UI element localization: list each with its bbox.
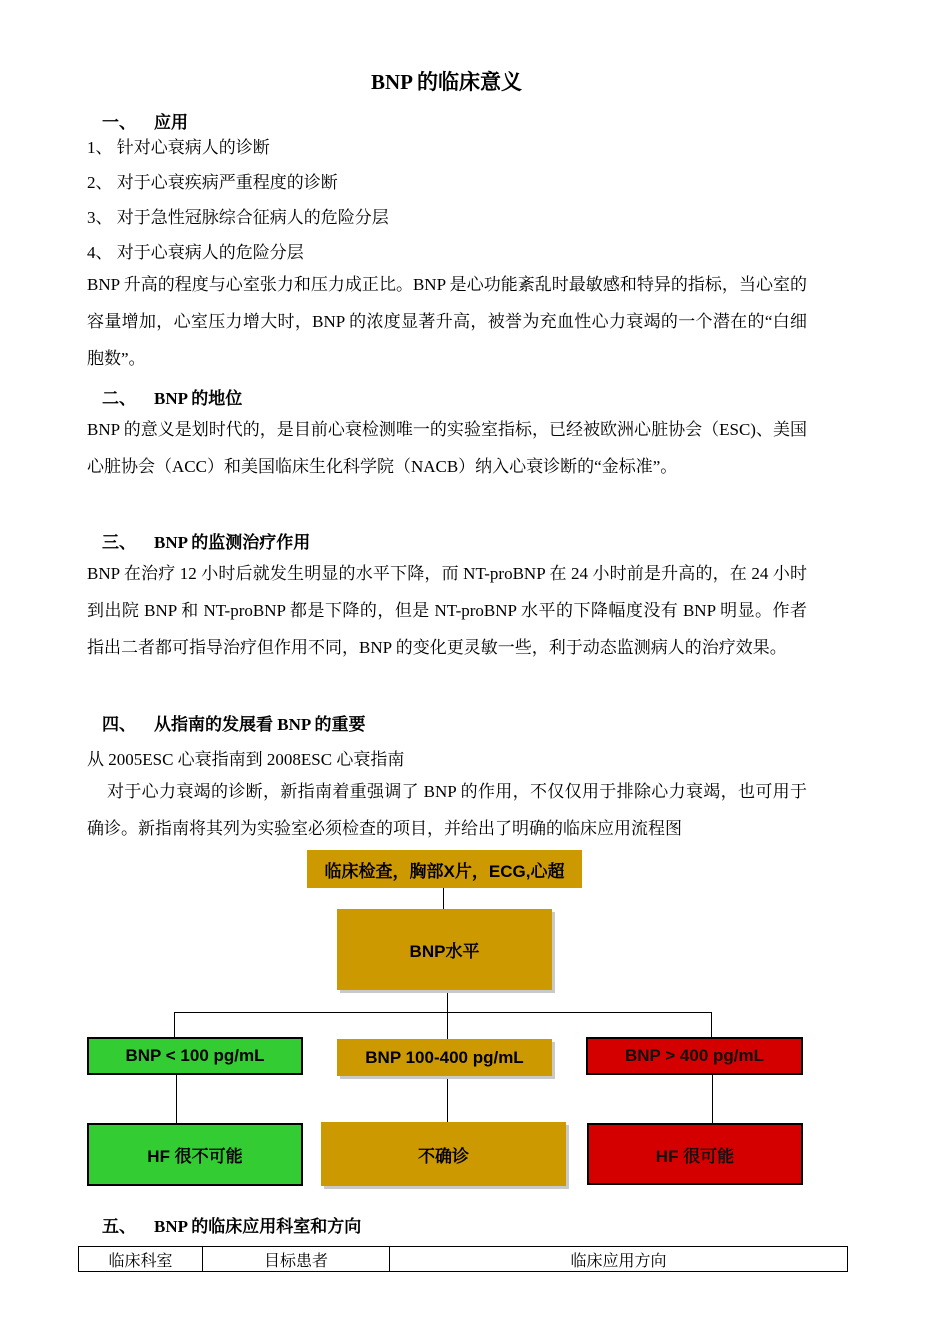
bnp-low-box: BNP < 100 pg/mL xyxy=(87,1037,303,1075)
bnp-high-box: BNP > 400 pg/mL xyxy=(586,1037,803,1075)
section-heading-3 xyxy=(102,528,310,553)
hf-unlikely-box: HF 很不可能 xyxy=(87,1123,303,1186)
bnp-mid-box: BNP 100-400 pg/mL xyxy=(337,1039,552,1076)
clinical-exam-box: 临床检查，胸部X片，ECG,心超 xyxy=(307,850,582,888)
bnp-level-box: BNP水平 xyxy=(337,909,552,990)
section-heading-4 xyxy=(102,710,366,735)
table-header-cell: 目标患者 xyxy=(203,1247,390,1272)
clinical-application-table xyxy=(78,1246,848,1272)
section-title: 从指南的发展看 BNP 的重要 xyxy=(154,715,366,734)
hf-likely-box: HF 很可能 xyxy=(587,1123,803,1185)
connector-line xyxy=(174,1012,712,1013)
guideline-paragraph: 对于心力衰竭的诊断，新指南着重强调了 BNP 的作用，不仅仅用于排除心力衰竭，也可用于确诊。新指南将其列为实验室必须检查的项目，并给出了明确的临床应用流程图 xyxy=(87,782,807,838)
section-heading-2 xyxy=(102,384,242,409)
table-header-cell: 临床科室 xyxy=(79,1247,203,1272)
table-header-row xyxy=(79,1247,848,1272)
section-number: 二、 xyxy=(102,389,136,408)
status-paragraph: BNP 的意义是划时代的，是目前心衰检测唯一的实验室指标，已经被欧洲心脏协会（ESC)、美国心脏协会（ACC）和美国临床生化科学院（NACB）纳入心衰诊断的“金标准”。 xyxy=(87,420,807,476)
section-title: BNP 的监测治疗作用 xyxy=(154,533,311,552)
list-item: 1、 针对心衰病人的诊断 xyxy=(87,138,270,157)
page-title: BNP 的临床意义 xyxy=(370,70,523,94)
connector-line xyxy=(176,1075,177,1123)
connector-line xyxy=(447,990,448,1013)
section-number: 一、 xyxy=(102,113,136,132)
section-title: 应用 xyxy=(154,113,188,132)
section-number: 三、 xyxy=(102,533,136,552)
table-header-cell: 临床应用方向 xyxy=(390,1247,848,1272)
connector-line xyxy=(447,1077,448,1122)
list-item: 3、 对于急性冠脉综合征病人的危险分层 xyxy=(87,208,389,227)
section-heading-5 xyxy=(102,1212,361,1237)
connector-line xyxy=(447,1012,448,1039)
application-paragraph: BNP 升高的程度与心室张力和压力成正比。BNP 是心功能紊乱时最敏感和特异的指标，当心室的容量增加，心室压力增大时，BNP 的浓度显著升高，被誉为充血性心力衰竭的一个潜在的“白细胞数”。 xyxy=(87,275,807,368)
guideline-line: 从 2005ESC 心衰指南到 2008ESC 心衰指南 xyxy=(87,750,405,769)
section-number: 五、 xyxy=(102,1217,136,1236)
list-item: 2、 对于心衰疾病严重程度的诊断 xyxy=(87,173,338,192)
connector-line xyxy=(174,1012,175,1037)
connector-line xyxy=(711,1012,712,1037)
section-number: 四、 xyxy=(102,715,136,734)
list-item: 4、 对于心衰病人的危险分层 xyxy=(87,243,304,262)
section-heading-1 xyxy=(102,108,188,133)
connector-line xyxy=(712,1075,713,1123)
connector-line xyxy=(443,888,444,910)
uncertain-box: 不确诊 xyxy=(321,1122,566,1186)
section-title: BNP 的临床应用科室和方向 xyxy=(154,1217,362,1236)
section-title: BNP 的地位 xyxy=(154,389,243,408)
monitor-paragraph: BNP 在治疗 12 小时后就发生明显的水平下降，而 NT-proBNP 在 24 小时前是升高的，在 24 小时到出院 BNP 和 NT-proBNP 都是下降的，但是 NT-proBNP 水平的下降幅度没有 BNP 明显。作者指出二者都可指导治疗但作用不同，BNP 的变化更灵敏一些，利于动态监测病人的治疗效果。 xyxy=(87,564,807,657)
